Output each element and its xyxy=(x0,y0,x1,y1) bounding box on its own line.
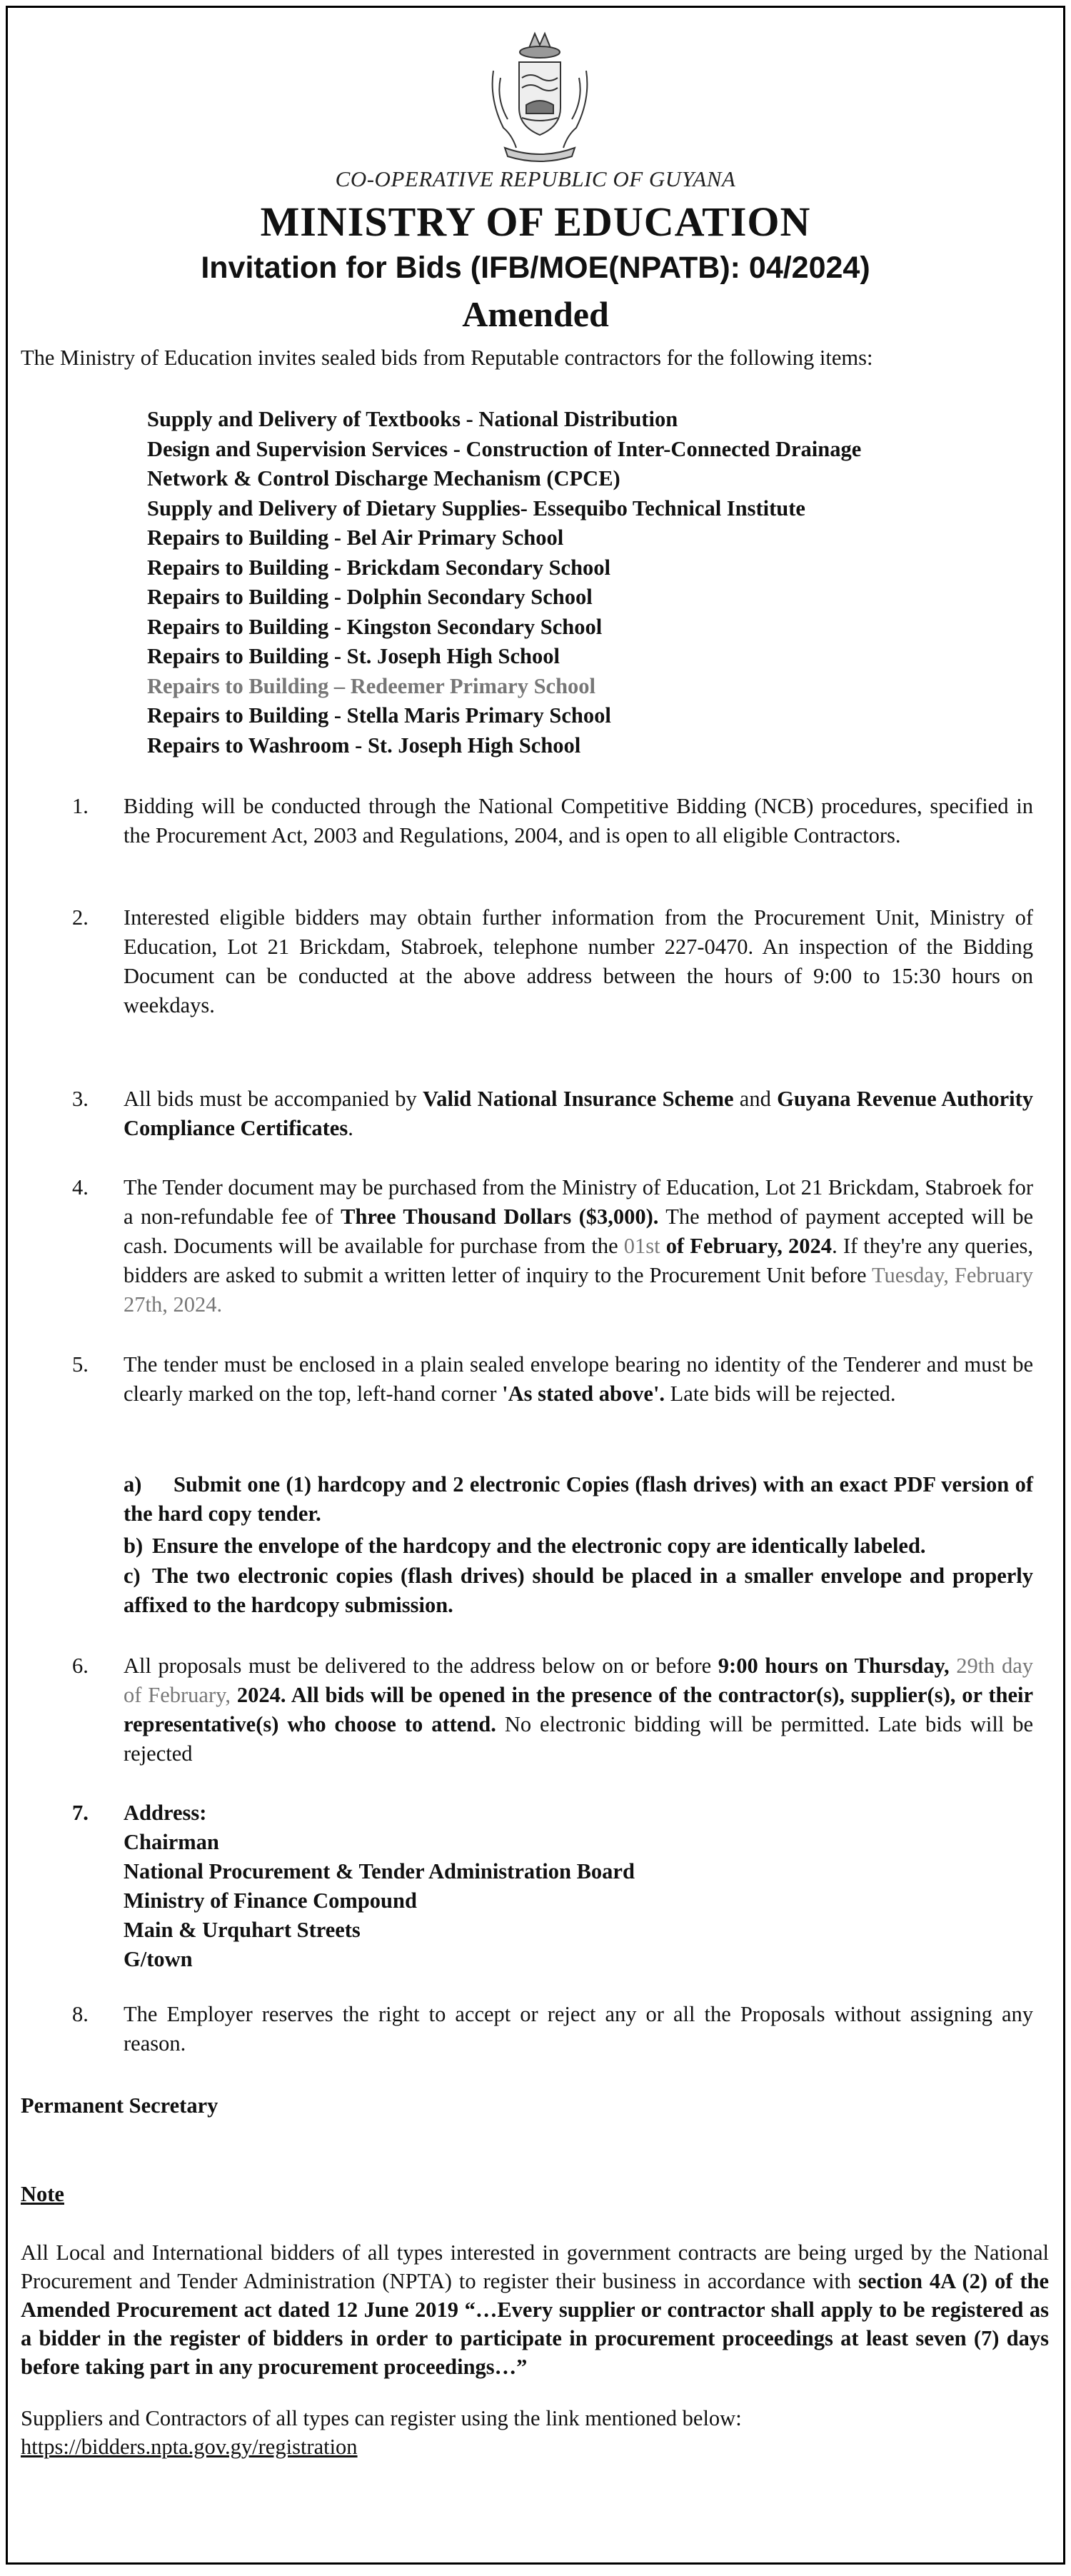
address-line: Main & Urquhart Streets xyxy=(124,1918,361,1942)
address-block xyxy=(124,1798,1033,1974)
clause-text: Interested eligible bidders may obtain further information from the Procurement Unit, Ministry of Education, Lot 21 Brickdam, Stabroek, telephone number 227-0470. An inspection of the Bidding Document can be conducted at the above address between the hours of 9:00 to 15:30 hours on weekdays. xyxy=(124,905,1033,1017)
list-item: Design and Supervision Services - Construction of Inter-Connected Drainage xyxy=(147,436,862,461)
address-line: National Procurement & Tender Administration Board xyxy=(124,1859,635,1883)
list-item: Supply and Delivery of Textbooks - National Distribution xyxy=(147,407,678,431)
clause-text: All bids must be accompanied by Valid National Insurance Scheme and Guyana Revenue Authority Compliance Certificates. xyxy=(124,1087,1033,1140)
list-item: Repairs to Building - Kingston Secondary School xyxy=(147,614,603,639)
list-item: Repairs to Building – Redeemer Primary School xyxy=(147,673,596,698)
amended-label: Amended xyxy=(462,294,609,334)
list-item: Supply and Delivery of Dietary Supplies- Essequibo Technical Institute xyxy=(147,495,805,520)
registration-link[interactable]: https://bidders.npta.gov.gy/registration xyxy=(21,2435,358,2459)
note-text: All Local and International bidders of all types interested in government contracts are being urged by the National Procurement and Tender Administration (NPTA) to register their business in accordance with section 4A (2) of the Amended Procurement act dated 12 June 2019 “…Every supplier or contractor shall apply to be registered as a bidder in the register of bidders in order to participate in procurement proceedings at least seven (7) days before taking part in any procurement proceedings…” xyxy=(21,2240,1049,2379)
ministry-title: MINISTRY OF EDUCATION xyxy=(260,198,811,245)
list-item: Network & Control Discharge Mechanism (CPCE) xyxy=(147,466,620,490)
intro-text: The Ministry of Education invites sealed bids from Reputable contractors for the following items: xyxy=(21,346,873,370)
clause-number: 3. xyxy=(72,1087,89,1111)
address-line: Ministry of Finance Compound xyxy=(124,1888,417,1913)
clause-5-sub-b: b) Ensure the envelope of the hardcopy and the electronic copy are identically labeled. xyxy=(124,1534,926,1558)
clause-text: All proposals must be delivered to the address below on or before 9:00 hours on Thursday, 29th day of February, 2024. All bids will be opened in the presence of the contractor(s), supplier(s), or their representative(s) who choose to attend. No electronic bidding will be permitted. Late bids will be rejected xyxy=(124,1654,1034,1766)
tender-notice xyxy=(6,6,1065,2565)
list-item: Repairs to Building - Dolphin Secondary School xyxy=(147,585,593,609)
register-link-row xyxy=(21,2432,1049,2461)
clause-number: 6. xyxy=(72,1654,89,1678)
address-line: Chairman xyxy=(124,1830,219,1854)
clause-number: 4. xyxy=(72,1175,89,1199)
list-item: Repairs to Building - St. Joseph High School xyxy=(147,644,560,668)
list-item: Repairs to Building - Stella Maris Primary School xyxy=(147,703,611,728)
address-line: G/town xyxy=(124,1947,193,1971)
clause-number: 5. xyxy=(72,1352,89,1377)
clause-text: Bidding will be conducted through the National Competitive Bidding (NCB) procedures, specified in the Procurement Act, 2003 and Regulations, 2004, and is open to all eligible Contractors. xyxy=(124,794,1033,847)
clause-number: 1. xyxy=(72,794,89,818)
clause-number: 7. xyxy=(72,1801,89,1825)
list-item: Repairs to Building - Bel Air Primary School xyxy=(147,525,564,550)
clause-5-sub-a: a) Submit one (1) hardcopy and 2 electronic Copies (flash drives) with an exact PDF version of the hard copy tender. xyxy=(124,1472,1033,1526)
republic-name: CO-OPERATIVE REPUBLIC OF GUYANA xyxy=(335,166,736,191)
coat-of-arms-icon xyxy=(479,28,600,163)
clause-5-sub-c: c) The two electronic copies (flash drives) should be placed in a smaller envelope and properly affixed to the hardcopy submission. xyxy=(124,1564,1033,1617)
list-item: Repairs to Washroom - St. Joseph High School xyxy=(147,733,581,758)
signature: Permanent Secretary xyxy=(21,2093,218,2118)
address-line: Address: xyxy=(124,1801,207,1825)
note-heading: Note xyxy=(21,2182,64,2206)
clause-text: The Employer reserves the right to accept or reject any or all the Proposals without assigning any reason. xyxy=(124,2002,1033,2056)
clause-text: The Tender document may be purchased from the Ministry of Education, Lot 21 Brickdam, Stabroek for a non-refundable fee of Three Thousand Dollars ($3,000). The method of payment accepted will be cash. Documents will be available for purchase from the 01st of February, 2024. If they're any queries, bidders are asked to submit a written letter of inquiry to the Procurement Unit before Tuesday, February 27th, 2024. xyxy=(124,1175,1033,1317)
ifb-title: Invitation for Bids (IFB/MOE(NPATB): 04/2024) xyxy=(201,251,870,285)
register-text: Suppliers and Contractors of all types can register using the link mentioned below: xyxy=(21,2406,742,2430)
clause-text: The tender must be enclosed in a plain sealed envelope bearing no identity of the Tenderer and must be clearly marked on the top, left-hand corner 'As stated above'. Late bids will be rejected. xyxy=(124,1352,1033,1406)
items-list xyxy=(147,405,1035,760)
clause-number: 2. xyxy=(72,905,89,930)
list-item: Repairs to Building - Brickdam Secondary School xyxy=(147,555,611,580)
clause-number: 8. xyxy=(72,2002,89,2026)
